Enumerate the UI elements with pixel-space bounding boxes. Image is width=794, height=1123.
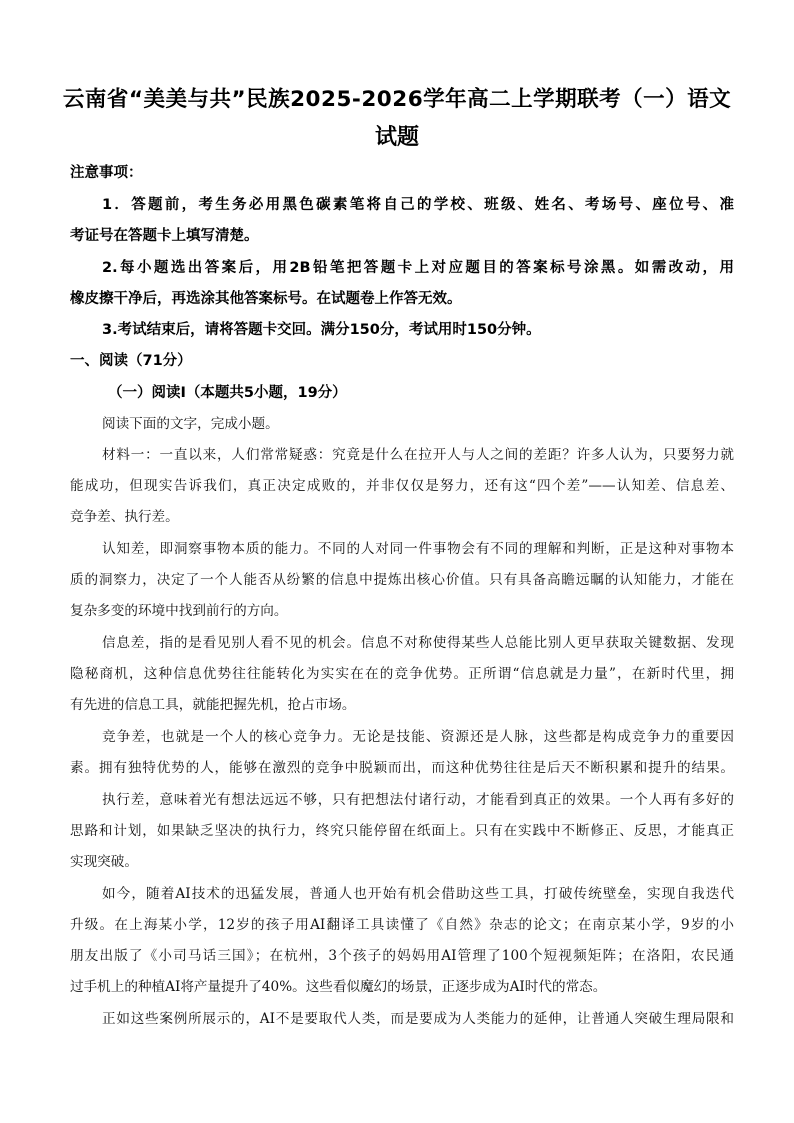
- section-heading: 一、阅读（71分）: [70, 353, 192, 369]
- passage-line: 竞争差、执行差。: [70, 509, 179, 525]
- notice-item-3: 3.考试结束后，请将答题卡交回。满分150分，考试用时150分钟。: [102, 322, 541, 338]
- passage-line: 质的洞察力，决定了一个人能否从纷繁的信息中提炼出核心价值。只有具备高瞻远瞩的认知能力，才能在: [70, 572, 734, 588]
- passage-line: 信息差，指的是看见别人看不见的机会。信息不对称使得某些人总能比别人更早获取关键数据、发现: [102, 635, 734, 651]
- passage-line: 执行差，意味着光有想法远远不够，只有把想法付诸行动，才能看到真正的效果。一个人再有多好的: [102, 792, 734, 808]
- passage-line: 能成功，但现实告诉我们，真正决定成败的，并非仅仅是努力，还有这“四个差”——认知差、信息差、: [70, 478, 734, 494]
- document-title-line-2: 试题: [374, 125, 419, 150]
- passage-line: 实现突破。: [70, 854, 138, 870]
- passage-line: 素。拥有独特优势的人，能够在激烈的竞争中脱颖而出，而这种优势往往是后天不断积累和提升的结果。: [70, 760, 734, 776]
- passage-line: 有先进的信息工具，就能把握先机，抢占市场。: [70, 697, 356, 713]
- passage-line: 竞争差，也就是一个人的核心竞争力。无论是技能、资源还是人脉，这些都是构成竞争力的重要因: [102, 729, 734, 745]
- passage-line: 朋友出版了《小司马话三国》；在杭州，3个孩子的妈妈用AI管理了100个短视频矩阵；在洛阳，农民通: [70, 948, 734, 964]
- passage-line: 过手机上的种植AI将产量提升了40%。这些看似魔幻的场景，正逐步成为AI时代的常态。: [70, 979, 607, 995]
- notice-item-2-line-1: 2.每小题选出答案后，用2B铅笔把答题卡上对应题目的答案标号涂黑。如需改动，用: [102, 260, 734, 276]
- passage-line: 正如这些案例所展示的，AI不是要取代人类，而是要成为人类能力的延伸，让普通人突破生理局限和: [102, 1011, 734, 1027]
- reading-instruction: 阅读下面的文字，完成小题。: [102, 416, 279, 432]
- passage-line: 认知差，即洞察事物本质的能力。不同的人对同一件事物会有不同的理解和判断，正是这种对事物本: [102, 541, 734, 557]
- notice-item-2-line-2: 橡皮擦干净后，再选涂其他答案标号。在试题卷上作答无效。: [70, 291, 462, 307]
- passage-line: 材料一：一直以来，人们常常疑惑：究竟是什么在拉开人与人之间的差距？许多人认为，只要努力就: [102, 447, 734, 463]
- passage-line: 如今，随着AI技术的迅猛发展，普通人也开始有机会借助这些工具，打破传统壁垒，实现自我迭代: [102, 886, 734, 902]
- document-title-line-1: 云南省“美美与共”民族2025-2026学年高二上学期联考（一）语文: [62, 87, 732, 112]
- passage-line: 复杂多变的环境中找到前行的方向。: [70, 603, 288, 619]
- passage-line: 升级。在上海某小学，12岁的孩子用AI翻译工具读懂了《自然》杂志的论文；在南京某小学，9岁的小: [70, 917, 734, 933]
- passage-line: 隐秘商机，这种信息优势往往能转化为实实在在的竞争优势。正所谓“信息就是力量”，在新时代里，拥: [70, 666, 734, 682]
- notice-heading: 注意事项：: [70, 165, 143, 181]
- notice-item-1-line-1: 1．答题前，考生务必用黑色碳素笔将自己的学校、班级、姓名、考场号、座位号、准: [102, 197, 734, 213]
- notice-item-1-line-2: 考证号在答题卡上填写清楚。: [70, 228, 259, 244]
- passage-line: 思路和计划，如果缺乏坚决的执行力，终究只能停留在纸面上。只有在实践中不断修正、反思，才能真正: [70, 823, 734, 839]
- section-subheading: （一）阅读Ⅰ（本题共5小题，19分）: [108, 385, 347, 401]
